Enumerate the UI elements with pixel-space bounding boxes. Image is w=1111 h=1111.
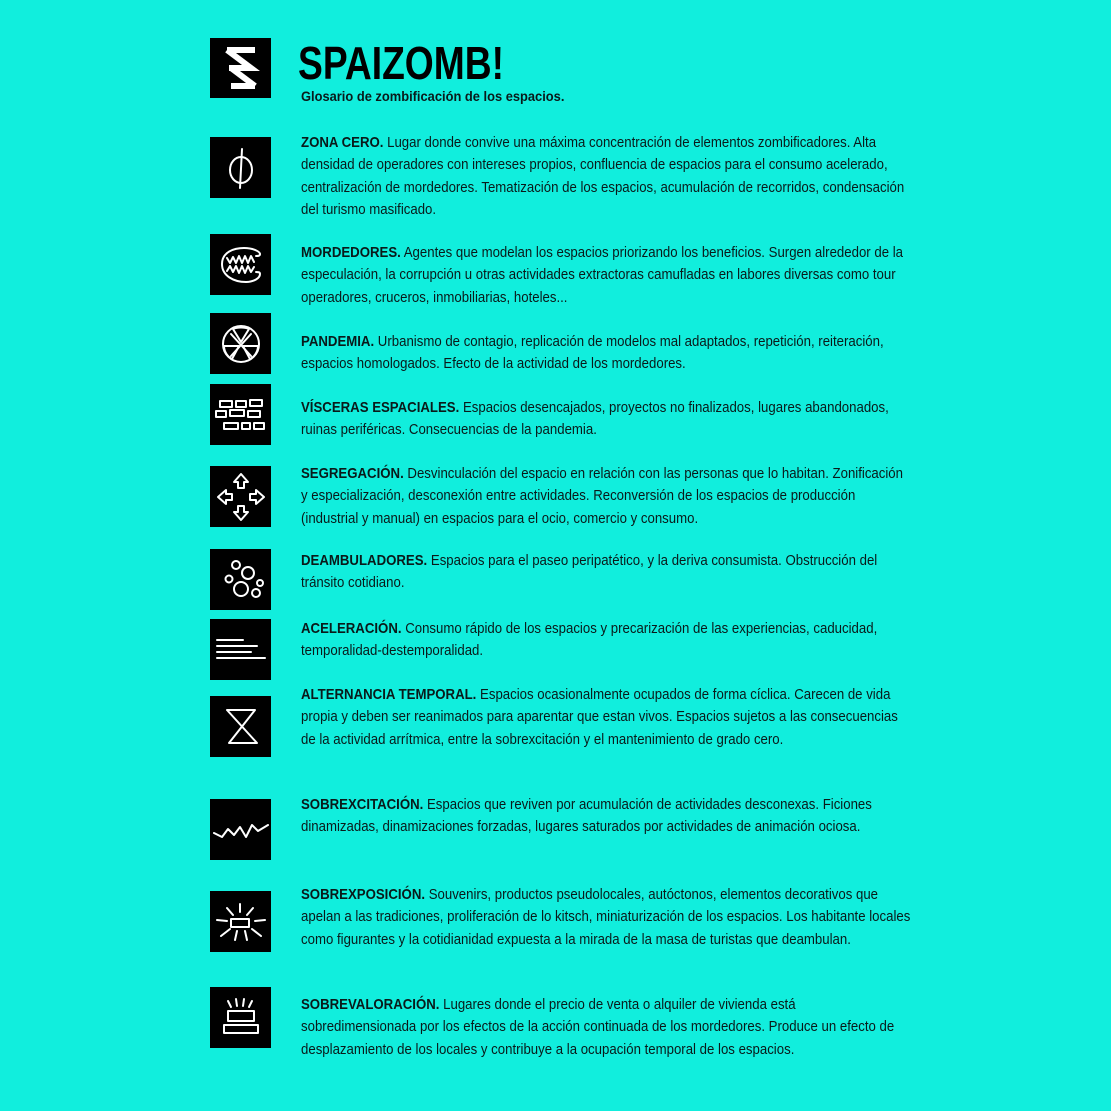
entry-definition: Agentes que modelan los espacios priorizando los beneficios. Surgen alrededor de la especulación, la corrupción u otras actividades extractoras camufladas en labores diversas como tour operadores, cruceros, inmobiliarias, hoteles... — [301, 245, 904, 306]
brand-title — [298, 36, 508, 89]
speed-lines-icon — [210, 619, 271, 680]
entry-definition: Lugares donde el precio de venta o alquiler de vivienda está sobredimensionada por los efectos de la acción continuada de los mordedores. Produce un efecto de desplazamiento de los locales y contribuye a la ocupación temporal de los espacios. — [301, 997, 895, 1058]
entry-term: PANDEMIA. — [301, 334, 375, 350]
entry-term: SOBREXPOSICIÓN. — [301, 887, 426, 903]
entry-definition: Espacios desencajados, proyectos no finalizados, lugares abandonados, ruinas periféricas. Consecuencias de la pandemia. — [301, 400, 889, 439]
entry-definition: Desvinculación del espacio en relación con las personas que lo habitan. Zonificación y especialización, desconexión entre actividades. Reconversión de los espacios de producción (industrial y manual) en espacios para el ocio, comercio y consumo. — [301, 466, 904, 527]
entry-definition: Lugar donde convive una máxima concentración de elementos zombificadores. Alta densidad de operadores con intereses propios, confluencia de espacios para el consumo acelerado, centralización de mordedores. Tematización de los espacios, acumulación de recorridos, condensación del turismo masificado. — [301, 135, 905, 218]
logo-icon — [210, 38, 271, 98]
brand-wordmark-text: SPAIZOMB! — [298, 37, 504, 89]
radiation-icon — [210, 313, 271, 374]
phi-icon — [210, 137, 271, 198]
entry-term: SOBREXCITACIÓN. — [301, 797, 424, 813]
page-subtitle: Glosario de zombificación de los espacios. — [301, 88, 565, 104]
entry-term: MORDEDORES. — [301, 245, 401, 261]
entry-definition: Souvenirs, productos pseudolocales, autóctonos, elementos decorativos que apelan a las tradiciones, proliferación de lo kitsch, miniaturización de los espacios. Los habitante locales como figurantes y la cotidianidad expuesta a la mirada de la masa de turistas que deambulan. — [301, 887, 911, 948]
hourglass-icon — [210, 696, 271, 757]
entry-term: ZONA CERO. — [301, 135, 384, 151]
entry-definition: Espacios ocasionalmente ocupados de forma cíclica. Carecen de vida propia y deben ser reanimados para aparentar que estan vivos. Espacios sujetos a las consecuencias de la actividad arrítmica, entre la sobrexcitación y el mantenimiento de grado cero. — [301, 687, 898, 748]
entry-term: SEGREGACIÓN. — [301, 466, 404, 482]
bricks-icon — [210, 384, 271, 445]
brand-wordmark — [298, 37, 508, 89]
spotlight-icon — [210, 891, 271, 952]
entry-definition: Espacios que reviven por acumulación de actividades desconexas. Ficiones dinamizadas, dinamizaciones forzadas, lugares saturados por actividades de animación ociosa. — [301, 797, 872, 836]
price-tag-icon — [210, 987, 271, 1048]
arrows-icon — [210, 466, 271, 527]
zigzag-icon — [210, 799, 271, 860]
entry-definition: Consumo rápido de los espacios y precarización de las experiencias, caducidad, temporalidad-destemporalidad. — [301, 621, 878, 660]
bubbles-icon — [210, 549, 271, 610]
entry-definition: Urbanismo de contagio, replicación de modelos mal adaptados, repetición, reiteración, espacios homologados. Efecto de la actividad de los mordedores. — [301, 334, 884, 373]
entry-term: SOBREVALORACIÓN. — [301, 997, 440, 1013]
entry-term: ACELERACIÓN. — [301, 621, 402, 637]
teeth-icon — [210, 234, 271, 295]
entry-definition: Espacios para el paseo peripatético, y la deriva consumista. Obstrucción del tránsito cotidiano. — [301, 553, 878, 592]
entry-term: VÍSCERAS ESPACIALES. — [301, 400, 460, 416]
entry-term: ALTERNANCIA TEMPORAL. — [301, 687, 477, 703]
entry-term: DEAMBULADORES. — [301, 553, 428, 569]
